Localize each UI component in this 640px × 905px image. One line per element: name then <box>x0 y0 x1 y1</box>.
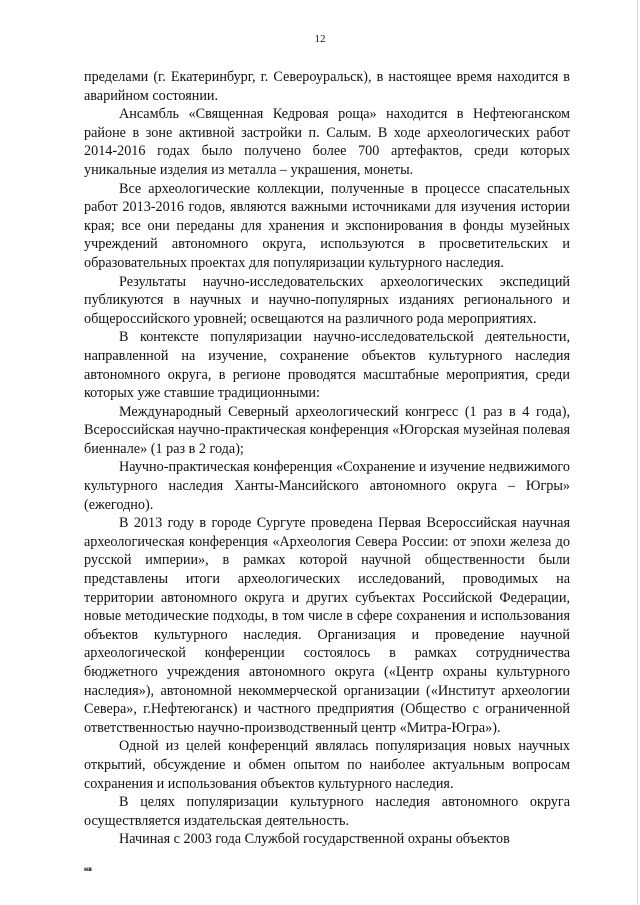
paragraph-7: Научно-практическая конференция «Сохранение и изучение недвижимого культурного наследия Ханты-Мансийского автономного округа – Югры» (ежегодно). <box>84 459 570 513</box>
paragraph-5: В контексте популяризации научно-исследовательской деятельности, направленной на изучение, сохранение объектов культурного наследия автономного округа, в регионе проводятся масштабные мероприятия, среди которых уже ставшие традиционными: <box>84 329 570 402</box>
paragraph-9: Одной из целей конференций являлась популяризация новых научных открытий, обсуждение и обмен опытом по наиболее актуальным вопросам сохранения и использования объектов культурного наследия. <box>84 738 570 792</box>
footer-mark: нв <box>84 866 92 873</box>
paragraph-3: Все археологические коллекции, полученные в процессе спасательных работ 2013-2016 годов, являются важными источниками для изучения истории края; все они переданы для хранения и экспонирования в фонды музейных учреждений автономного округа, используются в просветительских и образовательных проектах для популяризации культурного наследия. <box>84 180 570 271</box>
paragraph-4: Результаты научно-исследовательских археологических экспедиций публикуются в научных и научно-популярных изданиях регионального и общероссийского уровней; освещаются на различного рода мероприятиях. <box>84 273 570 327</box>
scan-edge-line <box>637 0 638 905</box>
paragraph-1: пределами (г. Екатеринбург, г. Североуральск), в настоящее время находится в аварийном состоянии. <box>84 69 570 104</box>
page-number: 12 <box>314 33 326 45</box>
paragraph-11: Начиная с 2003 года Службой государственной охраны объектов <box>119 831 510 848</box>
paragraph-10: В целях популяризации культурного наследия автономного округа осуществляется издательская деятельность. <box>84 794 570 829</box>
paragraph-8: В 2013 году в городе Сургуте проведена Первая Всероссийская научная археологическая конференция «Археология Севера России: от эпохи железа до русской империи», в рамках которой научной общественности были представлены итоги археологических исследований, проводимых на территории автономного округа и других субъектах Российской Федерации, новые методические подходы, в том числе в сфере сохранения и использования объектов культурного наследия. Организация и проведение научной археологической конференции состоялось в рамках сотрудничества бюджетного учреждения автономного округа («Центр охраны культурного наследия»), автономной некоммерческой организации («Институт археологии Севера», г.Нефтеюганск) и частного предприятия (Общество с ограниченной ответственностью научно-производственный центр «Митра-Югра»). <box>84 515 570 736</box>
document-body <box>84 68 570 849</box>
paragraph-2: Ансамбль «Священная Кедровая роща» находится в Нефтеюганском районе в зоне активной застройки п. Салым. В ходе археологических работ 2014-2016 годах было получено более 700 артефактов, среди которых уникальные изделия из металла – украшения, монеты. <box>84 106 570 178</box>
paragraph-6: Международный Северный археологический конгресс (1 раз в 4 года), Всероссийская научно-практическая конференция «Югорская музейная полевая биеннале» (1 раз в 2 года); <box>84 403 570 457</box>
